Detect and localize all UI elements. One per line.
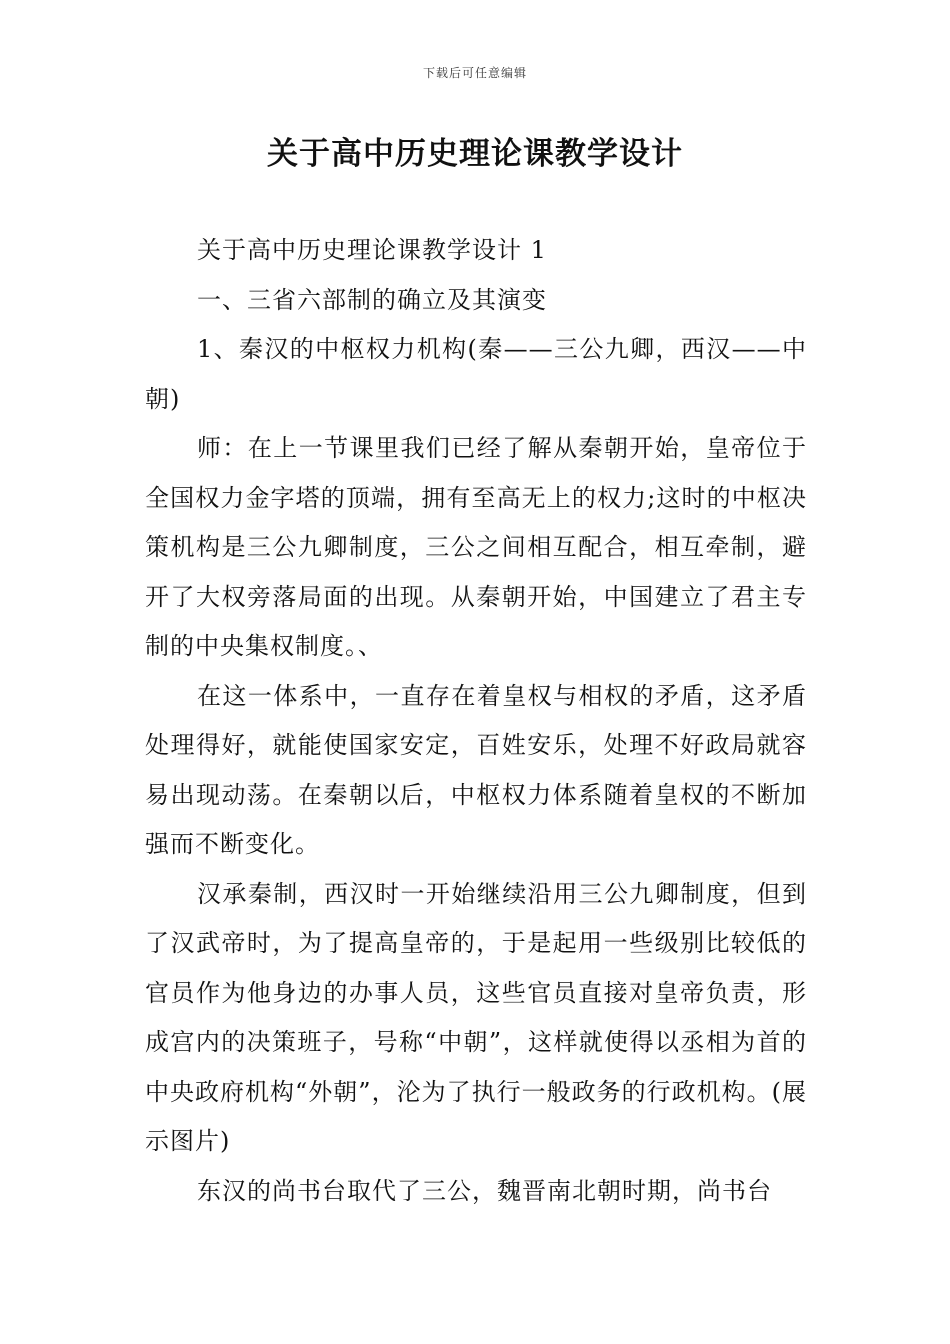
paragraph-section-heading: 一、三省六部制的确立及其演变: [197, 285, 547, 314]
document-title: 关于高中历史理论课教学设计: [267, 136, 683, 172]
document-body: [145, 226, 807, 1216]
page-header-note: 下载后可任意编辑: [422, 66, 527, 80]
paragraph-subsection-heading: 1、秦汉的中枢权力机构(秦——三公九卿，西汉——中朝): [145, 335, 807, 413]
paragraph-subtitle: 关于高中历史理论课教学设计 1: [197, 236, 547, 264]
paragraph-body: 师：在上一节课里我们已经了解从秦朝开始，皇帝位于全国权力金字塔的顶端，拥有至高无上的权力;这时的中枢决策机构是三公九卿制度，三公之间相互配合，相互牵制，避开了大权旁落局面的出现。从秦朝开始，中国建立了君主专制的中央集权制度。、: [145, 434, 807, 660]
paragraph-body: 在这一体系中，一直存在着皇权与相权的矛盾，这矛盾处理得好，就能使国家安定，百姓安乐，处理不好政局就容易出现动荡。在秦朝以后，中枢权力体系随着皇权的不断加强而不断变化。: [145, 681, 807, 858]
paragraph-body: 东汉的尚书台取代了三公，魏晋南北朝时期，尚书台: [197, 1176, 772, 1205]
paragraph-body: 汉承秦制，西汉时一开始继续沿用三公九卿制度，但到了汉武帝时，为了提高皇帝的，于是起用一些级别比较低的官员作为他身边的办事人员，这些官员直接对皇帝负责，形成宫内的决策班子，号称“中朝”，这样就使得以丞相为首的中央政府机构“外朝”，沦为了执行一般政务的行政机构。(展示图片): [145, 879, 807, 1155]
